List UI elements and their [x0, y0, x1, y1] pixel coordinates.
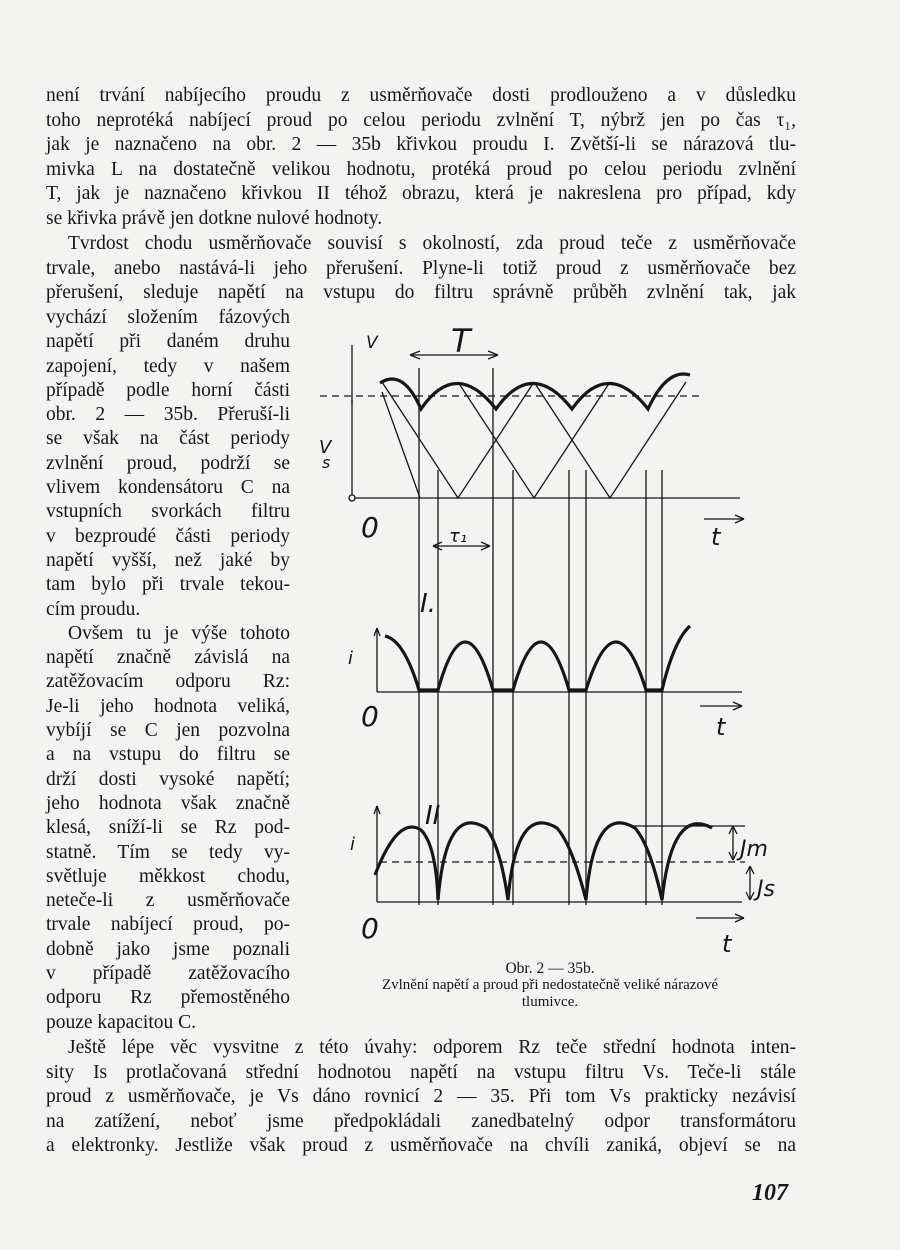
- text-line: proud z usměrňovače, je Vs dáno rovnicí 2 — 35. Při tom Vs prakticky nezávisí: [46, 1086, 796, 1107]
- paragraph-continued: [46, 84, 796, 231]
- label-t-middle: t: [716, 713, 726, 741]
- label-tau-1: τ₁: [449, 526, 468, 547]
- text-line: Ještě lépe věc vysvitne z této úvahy: odporem Rz teče střední hodnota inten-: [68, 1037, 796, 1058]
- label-curve-i: I.: [420, 589, 436, 619]
- text-line: jeho hodnota však značně: [46, 792, 290, 814]
- text-line: zvlnění proud, podrží se: [46, 452, 290, 474]
- left-column-text: [46, 306, 290, 1035]
- text-line: statně. Tím se tedy vy-: [46, 841, 290, 863]
- figure-caption: [300, 960, 800, 1011]
- text-line: případě podle horní části: [46, 379, 290, 401]
- text-line: toho neprotéká nabíjecí proud po celou periodu zvlnění T, nýbrž jen po čas τ₁,: [46, 109, 796, 131]
- axis-label-v: V: [366, 333, 378, 353]
- text-line: drží dosti vysoké napětí;: [46, 768, 290, 790]
- text-line: v případě zatěžovacího: [46, 963, 290, 985]
- text-line: napětí značně závislá na: [46, 647, 290, 669]
- label-zero-bottom: 0: [361, 912, 379, 945]
- label-curve-ii: II: [425, 801, 441, 831]
- label-t-top: t: [711, 523, 721, 551]
- text-line: Je-li jeho hodnota veliká,: [46, 695, 290, 717]
- text-line: a na vstupu do filtru se: [46, 744, 290, 766]
- text-line: T, jak je naznačeno křivkou II téhož obrazu, která je nakreslena pro případ, kdy: [46, 183, 796, 204]
- figure-caption-line-2: tlumivce.: [521, 994, 579, 1010]
- text-line: napětí vyšší, než jaké by: [46, 549, 290, 571]
- text-line: tam bylo při trvale tekou-: [46, 574, 290, 596]
- figure-caption-title: Obr. 2 — 35b.: [505, 960, 595, 977]
- text-line: Ovšem tu je výše tohoto: [68, 622, 290, 644]
- text-line: vychází složením fázových: [46, 307, 290, 328]
- text-line: vstupních svorkách filtru: [46, 501, 290, 523]
- text-line: zatěžovacím odporu Rz:: [46, 671, 290, 693]
- label-jm: Jm: [740, 837, 768, 862]
- text-line: trvale nabíjecí proud, po-: [46, 914, 290, 936]
- text-line: neteče-li z usměrňovače: [46, 890, 290, 912]
- text-line: Tvrdost chodu usměrňovače souvisí s okolností, zda proud teče z usměrňovače: [68, 233, 796, 254]
- text-line: klesá, sníží-li se Rz pod-: [46, 817, 290, 839]
- text-line: zapojení, tedy v našem: [46, 355, 290, 377]
- figure-caption-line-1: Zvlnění napětí a proud při nedostatečně veliké nárazové: [381, 977, 719, 993]
- paragraph-hardness: [46, 232, 796, 306]
- text-line: vybíjí se C jen pozvolna: [46, 720, 290, 742]
- page-number: 107: [752, 1180, 788, 1206]
- text-line: dobně jako jsme poznali: [46, 938, 290, 960]
- text-line: vlivem kondensátoru C na: [46, 477, 290, 499]
- text-line: se však na část periody: [46, 428, 290, 450]
- label-i-middle: i: [348, 648, 354, 669]
- paragraph-explanation: [46, 1036, 796, 1159]
- text-line: odporu Rz přemostěného: [46, 987, 290, 1009]
- label-vs-s: s: [322, 453, 331, 472]
- text-line: obr. 2 — 35b. Přeruší-li: [46, 404, 290, 426]
- text-line: napětí při daném druhu: [46, 331, 290, 353]
- text-line: pouze kapacitou C.: [46, 1011, 196, 1033]
- text-line: jak je naznačeno na obr. 2 — 35b křivkou proudu I. Zvětší-li se nárazová tlu-: [46, 134, 796, 155]
- label-period-t: T: [451, 322, 471, 360]
- label-js: Js: [757, 877, 775, 902]
- text-line: přerušení, sleduje napětí na vstupu do filtru správně průběh zvlnění tak, jak: [46, 282, 796, 303]
- text-line: a elektronky. Jestliže však proud z usměrňovače na chvíli zaniká, objeví se na: [46, 1135, 796, 1156]
- label-zero-top: 0: [361, 511, 379, 544]
- waveform-figure: [300, 318, 800, 958]
- label-zero-middle: 0: [361, 700, 379, 733]
- text-line: se křivka právě jen dotkne nulové hodnoty.: [46, 207, 383, 229]
- text-line: není trvání nabíjecího proudu z usměrňovače dosti prodlouženo a v důsledku: [46, 85, 796, 106]
- label-i-bottom: i: [350, 834, 356, 855]
- text-line: cím proudu.: [46, 598, 141, 620]
- text-line: mivka L na dostatečně velikou hodnotu, protéká proud po celou periodu zvlnění: [46, 158, 796, 180]
- label-vs-v: V: [319, 437, 332, 458]
- label-t-bottom: t: [722, 930, 732, 958]
- text-line: světluje měkkost chodu,: [46, 865, 290, 887]
- text-line: v bezproudé části periody: [46, 525, 290, 547]
- text-line: na zatížení, neboť jsme předpokládali zanedbatelný odpor transformátoru: [46, 1110, 796, 1132]
- text-line: sity Is protlačovaná střední hodnotou napětí na vstupu filtru Vs. Teče-li stále: [46, 1061, 796, 1083]
- text-line: trvale, anebo nastává-li jeho přerušení. Plyne-li totiž proud z usměrňovače bez: [46, 257, 796, 279]
